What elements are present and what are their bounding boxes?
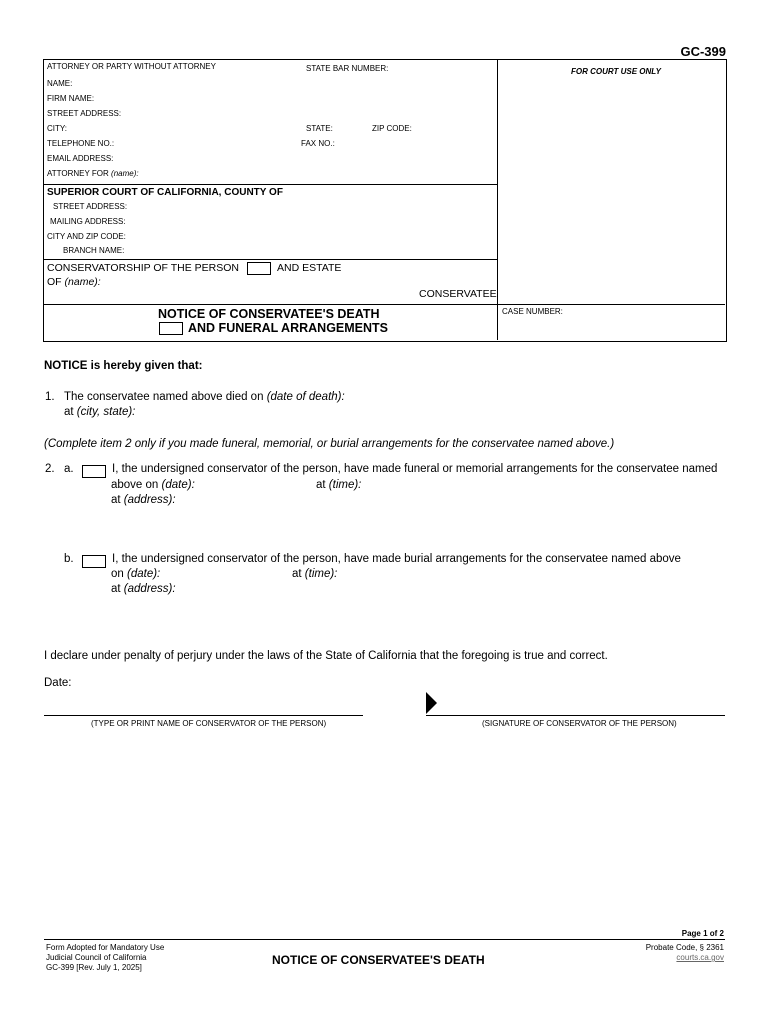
email-label: EMAIL ADDRESS: [47, 154, 114, 163]
fax-label: FAX NO.: [301, 139, 335, 148]
court-branch-label: BRANCH NAME: [63, 246, 125, 255]
adopted-line3: GC-399 [Rev. July 1, 2025] [46, 963, 142, 972]
city-state-input[interactable] [142, 406, 442, 418]
court-branch-input[interactable] [126, 245, 489, 257]
courts-website-link[interactable]: courts.ca.gov [676, 953, 724, 962]
item2b-at: at [292, 568, 302, 580]
court-use-divider [497, 59, 498, 340]
date-label: Date: [44, 677, 72, 689]
and-estate-checkbox[interactable] [247, 262, 271, 275]
item2a-date-input[interactable] [197, 479, 307, 491]
case-number-label: CASE NUMBER: [502, 307, 563, 316]
page-indicator: Page 1 of 2 [681, 929, 724, 938]
item1-number: 1. [45, 391, 55, 403]
form-title-line1: NOTICE OF CONSERVATEE'S DEATH [158, 307, 380, 321]
item2a-time-hint: (time): [328, 479, 362, 491]
item2b-time-line [292, 568, 337, 580]
item2a-address-hint: (address): [123, 494, 176, 506]
street-input[interactable] [120, 108, 489, 120]
court-mailing-label: MAILING ADDRESS: [50, 217, 126, 226]
case-number-input[interactable] [505, 320, 720, 332]
conservatorship-label: CONSERVATORSHIP OF THE PERSON [47, 262, 239, 274]
firm-label: FIRM NAME: [47, 94, 95, 103]
conservatee-label: CONSERVATEE [419, 288, 497, 300]
name-label: NAME: [47, 79, 73, 88]
declaration-date-input[interactable] [76, 677, 276, 689]
probate-code: Probate Code, § 2361 [645, 943, 724, 952]
attorney-for-label [47, 169, 139, 178]
of-name-label [47, 276, 101, 288]
court-section-divider [43, 259, 497, 260]
phone-input[interactable] [112, 138, 297, 150]
item2b-date-hint: (date): [127, 568, 161, 580]
item2a-above-on: above on [111, 479, 159, 491]
attorney-label: ATTORNEY OR PARTY WITHOUT ATTORNEY [47, 62, 216, 71]
signature-arrow-icon [426, 692, 438, 714]
item2a-at2: at [111, 494, 121, 506]
funeral-arrangements-checkbox[interactable] [159, 322, 183, 335]
print-name-caption: (TYPE OR PRINT NAME OF CONSERVATOR OF THE PERSON) [91, 719, 327, 728]
item2-note: (Complete item 2 only if you made funeral, memorial, or burial arrangements for the conservatee named above.) [44, 438, 615, 450]
item2b-at2: at [111, 583, 121, 595]
street-label: STREET ADDRESS: [47, 109, 122, 118]
item2a-checkbox[interactable] [82, 465, 106, 478]
item2b-address-input[interactable] [180, 583, 720, 595]
item2b-time-input[interactable] [342, 568, 452, 580]
court-city-zip-label: CITY AND ZIP CODE: [47, 232, 126, 241]
item1-text: The conservatee named above died on [64, 391, 264, 403]
item2a-time-line [316, 479, 361, 491]
date-of-death-input[interactable] [345, 391, 545, 403]
item2a-text: I, the undersigned conservator of the person, have made funeral or memorial arrangements for the conservatee named [112, 463, 718, 475]
signature-field[interactable] [440, 696, 723, 714]
form-title-line2: AND FUNERAL ARRANGEMENTS [188, 321, 388, 335]
conservator-name-input[interactable] [46, 700, 358, 712]
name-signature-line [44, 715, 363, 716]
city-input[interactable] [70, 123, 300, 135]
attorney-for-input[interactable] [138, 168, 489, 180]
item1-line1 [64, 391, 345, 403]
zip-label: ZIP CODE: [372, 124, 412, 133]
item1-line2 [64, 406, 135, 418]
item2b-address-line [111, 583, 176, 595]
adopted-line2: Judicial Council of California [46, 953, 147, 962]
item2b-letter: b. [64, 553, 74, 565]
state-label: STATE: [306, 124, 333, 133]
form-id: GC-399 [680, 44, 726, 59]
item2b-date-input[interactable] [172, 568, 282, 580]
of-name-hint: (name): [64, 276, 101, 288]
notice-heading: NOTICE is hereby given that: [44, 360, 203, 372]
item2a-date-line [111, 479, 195, 491]
and-estate-label: AND ESTATE [277, 262, 342, 274]
conservatee-name-input[interactable] [104, 276, 489, 288]
item2a-address-input[interactable] [180, 494, 720, 506]
item2a-time-input[interactable] [366, 479, 476, 491]
fax-input[interactable] [338, 138, 489, 150]
item2b-date-line [111, 568, 160, 580]
state-bar-label: STATE BAR NUMBER: [306, 64, 389, 73]
signature-line [426, 715, 725, 716]
item2-number: 2. [45, 463, 55, 475]
footer-rule [44, 939, 725, 940]
item2b-checkbox[interactable] [82, 555, 106, 568]
attorney-section-divider [43, 184, 497, 185]
item2a-letter: a. [64, 463, 74, 475]
item2b-address-hint: (address): [123, 583, 176, 595]
item2b-on: on [111, 568, 124, 580]
zip-input[interactable] [412, 123, 489, 135]
court-title: SUPERIOR COURT OF CALIFORNIA, COUNTY OF [47, 187, 283, 198]
court-street-label: STREET ADDRESS: [53, 202, 128, 211]
signature-caption: (SIGNATURE OF CONSERVATOR OF THE PERSON) [482, 719, 677, 728]
court-city-zip-input[interactable] [126, 231, 489, 243]
attorney-for-text: ATTORNEY FOR [47, 169, 109, 178]
firm-input[interactable] [96, 93, 489, 105]
city-label: CITY: [47, 124, 68, 133]
item1-city-hint: (city, state): [76, 406, 136, 418]
attorney-for-name-hint: (name): [111, 169, 139, 178]
item2a-at: at [316, 479, 326, 491]
court-use-label: FOR COURT USE ONLY [571, 67, 661, 76]
court-mailing-input[interactable] [126, 216, 489, 228]
declaration-text: I declare under penalty of perjury under the laws of the State of California that the foregoing is true and correct. [44, 650, 608, 662]
footer-title: NOTICE OF CONSERVATEE'S DEATH [272, 953, 485, 967]
item2a-address-line [111, 494, 176, 506]
caption-divider [43, 304, 725, 305]
item2b-text: I, the undersigned conservator of the person, have made burial arrangements for the conservatee named above [112, 553, 681, 565]
court-street-input[interactable] [126, 201, 489, 213]
county-input[interactable] [288, 187, 488, 199]
item2b-time-hint: (time): [304, 568, 338, 580]
item1-date-hint: (date of death): [266, 391, 345, 403]
state-input[interactable] [336, 123, 366, 135]
email-input[interactable] [113, 153, 489, 165]
item2a-date-hint: (date): [161, 479, 195, 491]
of-text: OF [47, 276, 62, 288]
phone-label: TELEPHONE NO.: [47, 139, 115, 148]
adopted-line1: Form Adopted for Mandatory Use [46, 943, 165, 952]
name-input[interactable] [74, 78, 489, 90]
item1-at: at [64, 406, 74, 418]
